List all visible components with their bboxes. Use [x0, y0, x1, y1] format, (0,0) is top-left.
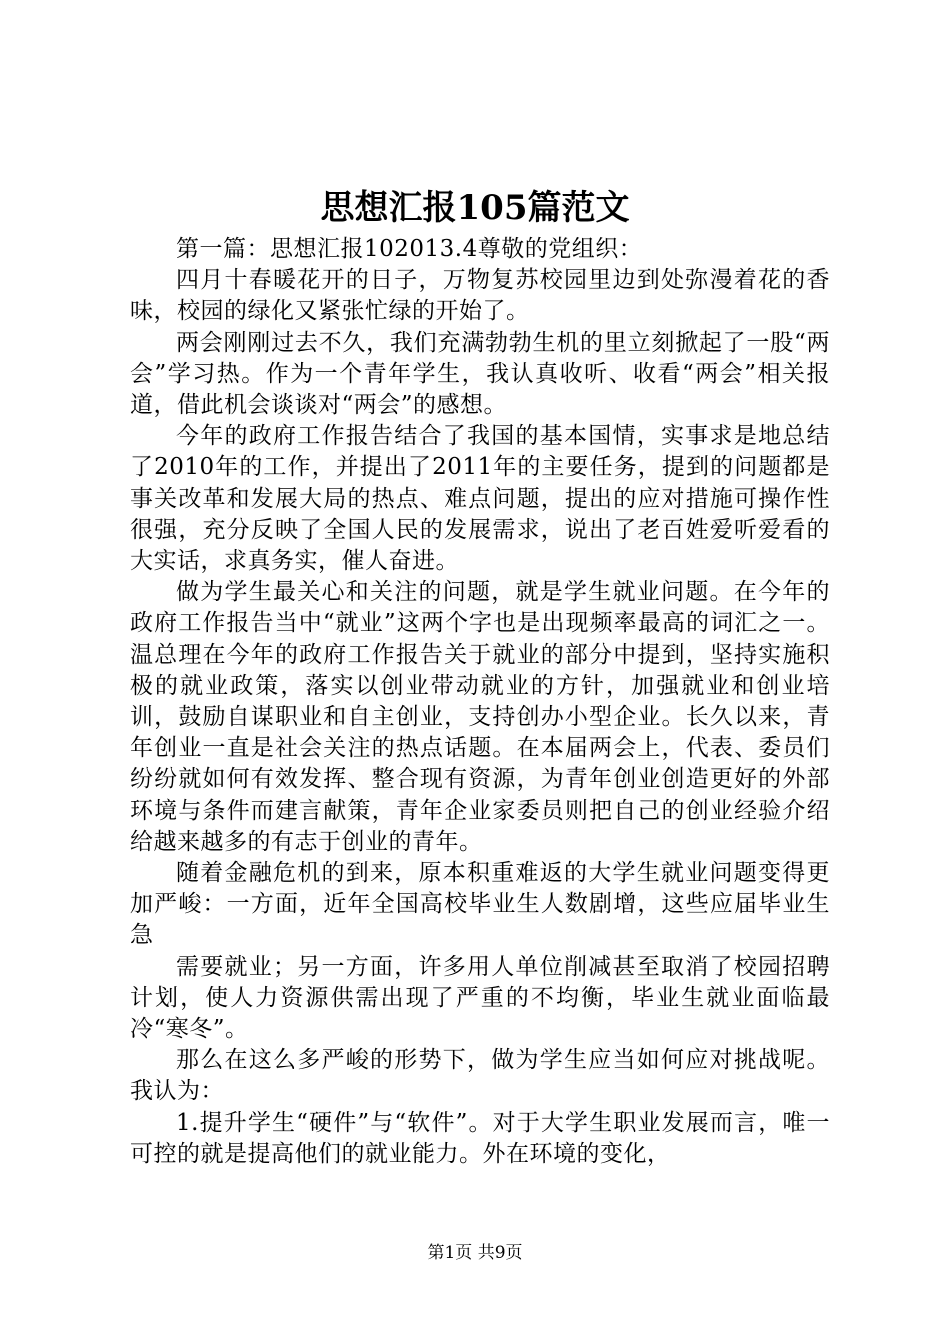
page-footer: 第1页 共9页 [427, 1243, 523, 1263]
document-body [130, 234, 830, 1170]
paragraph: 第一篇：思想汇报102013.4尊敬的党组织： [176, 236, 643, 262]
paragraph: 四月十春暖花开的日子，万物复苏校园里边到处弥漫着花的香味，校园的绿化又紧张忙绿的开始了。 [130, 267, 830, 325]
document-title: 思想汇报105篇范文 [320, 188, 630, 228]
paragraph: 需要就业；另一方面，许多用人单位削减甚至取消了校园招聘计划，使人力资源供需出现了严重的不均衡，毕业生就业面临最冷“寒冬”。 [130, 953, 830, 1043]
paragraph: 两会刚刚过去不久，我们充满勃勃生机的里立刻掀起了一股“两会”学习热。作为一个青年学生，我认真收听、收看“两会”相关报道，借此机会谈谈对“两会”的感想。 [130, 329, 830, 419]
paragraph: 随着金融危机的到来，原本积重难返的大学生就业问题变得更加严峻：一方面，近年全国高校毕业生人数剧增，这些应届毕业生急 [130, 860, 830, 949]
paragraph: 今年的政府工作报告结合了我国的基本国情，实事求是地总结了2010年的工作，并提出了2011年的主要任务，提到的问题都是事关改革和发展大局的热点、难点问题，提出的应对措施可操作性很强，充分反映了全国人民的发展需求，说出了老百姓爱听爱看的大实话，求真务实，催人奋进。 [130, 423, 830, 575]
paragraph: 那么在这么多严峻的形势下，做为学生应当如何应对挑战呢。我认为： [130, 1047, 830, 1105]
paragraph: 做为学生最关心和关注的问题，就是学生就业问题。在今年的政府工作报告当中“就业”这两个字也是出现频率最高的词汇之一。温总理在今年的政府工作报告关于就业的部分中提到，坚持实施积极的就业政策，落实以创业带动就业的方针，加强就业和创业培训，鼓励自谋职业和自主创业，支持创办小型企业。长久以来，青年创业一直是社会关注的热点话题。在本届两会上，代表、委员们纷纷就如何有效发挥、整合现有资源，为青年创业创造更好的外部环境与条件而建言献策，青年企业家委员则把自己的创业经验介绍给越来越多的有志于创业的青年。 [130, 579, 830, 855]
paragraph: 1.提升学生“硬件”与“软件”。对于大学生职业发展而言，唯一可控的就是提高他们的就业能力。外在环境的变化， [130, 1109, 830, 1167]
